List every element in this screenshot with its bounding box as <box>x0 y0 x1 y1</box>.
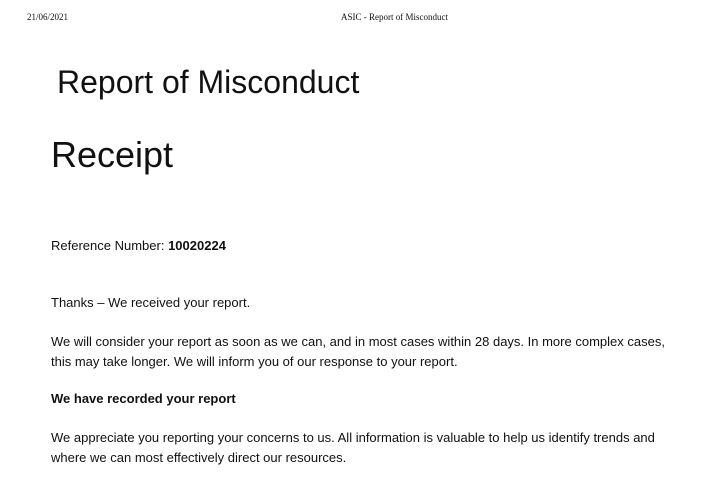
print-page-title: ASIC - Report of Misconduct <box>341 12 448 22</box>
print-date: 21/06/2021 <box>27 12 69 22</box>
thanks-paragraph: Thanks – We received your report. <box>51 295 251 310</box>
appreciate-paragraph: We appreciate you reporting your concerns to us. All information is valuable to help us identify trends and where we can most effectively direct our resources. <box>51 430 655 465</box>
reference-number-value: 10020224 <box>168 238 226 253</box>
page-title: Report of Misconduct <box>57 64 360 100</box>
receipt-title: Receipt <box>51 134 174 175</box>
reference-number-label: Reference Number: <box>51 238 165 253</box>
reference-number-line <box>51 237 226 255</box>
print-header <box>0 12 715 26</box>
recorded-heading: We have recorded your report <box>51 391 236 406</box>
consider-paragraph: We will consider your report as soon as we can, and in most cases within 28 days. In more complex cases, this may take longer. We will inform you of our response to your report. <box>51 334 665 369</box>
